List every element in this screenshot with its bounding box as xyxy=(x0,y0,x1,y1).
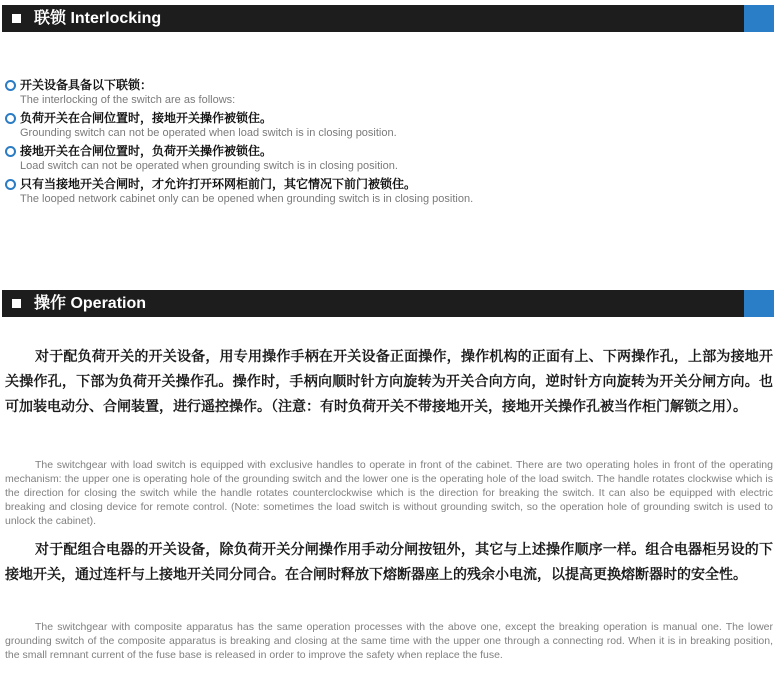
section-title: 联锁 Interlocking xyxy=(34,10,162,27)
ring-bullet-icon xyxy=(5,80,16,91)
section-title: 操作 Operation xyxy=(34,295,147,312)
square-bullet-icon xyxy=(12,299,21,308)
ring-bullet-icon xyxy=(5,146,16,157)
interlocking-list xyxy=(5,77,765,209)
header-accent xyxy=(744,290,774,317)
section-header-interlocking xyxy=(2,5,774,32)
section-header-operation xyxy=(2,290,774,317)
item-en: The looped network cabinet only can be opened when grounding switch is in closing position. xyxy=(20,193,474,205)
operation-para2-en xyxy=(5,620,773,662)
paragraph-zh: 对于配组合电器的开关设备，除负荷开关分闸操作用手动分闸按钮外，其它与上述操作顺序一样。组合电器柜另设的下接地开关，通过连杆与上接地开关同分同合。在合闸时释放下熔断器座上的残余小电流，以提高更换熔断器时的安全性。 xyxy=(5,542,773,583)
list-item xyxy=(5,110,765,141)
list-item xyxy=(5,176,765,207)
ring-bullet-icon xyxy=(5,179,16,190)
paragraph-en: The switchgear with composite apparatus has the same operation processes with the above one, except the breaking operation is manual one. The lower grounding switch of the composite apparatus is breaking and closing at the same time with the upper one through a connecting rod. When it is in breaking position, the small remnant current of the fuse base is released in order to improve the safety when replace the fuse. xyxy=(5,621,773,661)
item-en: The interlocking of the switch are as follows: xyxy=(20,94,236,106)
header-accent xyxy=(744,5,774,32)
item-zh: 负荷开关在合闸位置时，接地开关操作被锁住。 xyxy=(20,111,273,125)
item-en: Grounding switch can not be operated when load switch is in closing position. xyxy=(20,127,397,139)
ring-bullet-icon xyxy=(5,113,16,124)
paragraph-zh: 对于配负荷开关的开关设备，用专用操作手柄在开关设备正面操作，操作机构的正面有上、下两操作孔，上部为接地开关操作孔，下部为负荷开关操作孔。操作时，手柄向顺时针方向旋转为开关合向方向，逆时针方向旋转为开关分闸方向。也可加装电动分、合闸装置，进行遥控操作。（注意：有时负荷开关不带接地开关，接地开关操作孔被当作柜门解锁之用）。 xyxy=(5,349,773,415)
operation-para1-zh xyxy=(5,345,773,420)
paragraph-en: The switchgear with load switch is equipped with exclusive handles to operate in front of the cabinet. There are two operating holes in front of the operating mechanism: the upper one is operating hole of the grounding switch and the lower one is the operating hole of the load switch. The handle rotates clockwise which is the direction for closing the switch while the handle rotates counterclockwise which is the direction for breaking the switch. It can also be equipped with electric breaking and closing device for remote control. (Note: sometimes the load switch is without grounding switch, so the operation hole of grounding switch is used to unlock the cabinet). xyxy=(5,459,773,527)
item-zh: 接地开关在合闸位置时，负荷开关操作被锁住。 xyxy=(20,144,273,158)
item-zh: 只有当接地开关合闸时，才允许打开环网柜前门，其它情况下前门被锁住。 xyxy=(20,177,417,191)
operation-para2-zh xyxy=(5,538,773,588)
item-zh: 开关设备具备以下联锁： xyxy=(20,78,153,92)
square-bullet-icon xyxy=(12,14,21,23)
list-item xyxy=(5,143,765,174)
operation-para1-en xyxy=(5,458,773,528)
list-item xyxy=(5,77,765,108)
item-en: Load switch can not be operated when grounding switch is in closing position. xyxy=(20,160,398,172)
